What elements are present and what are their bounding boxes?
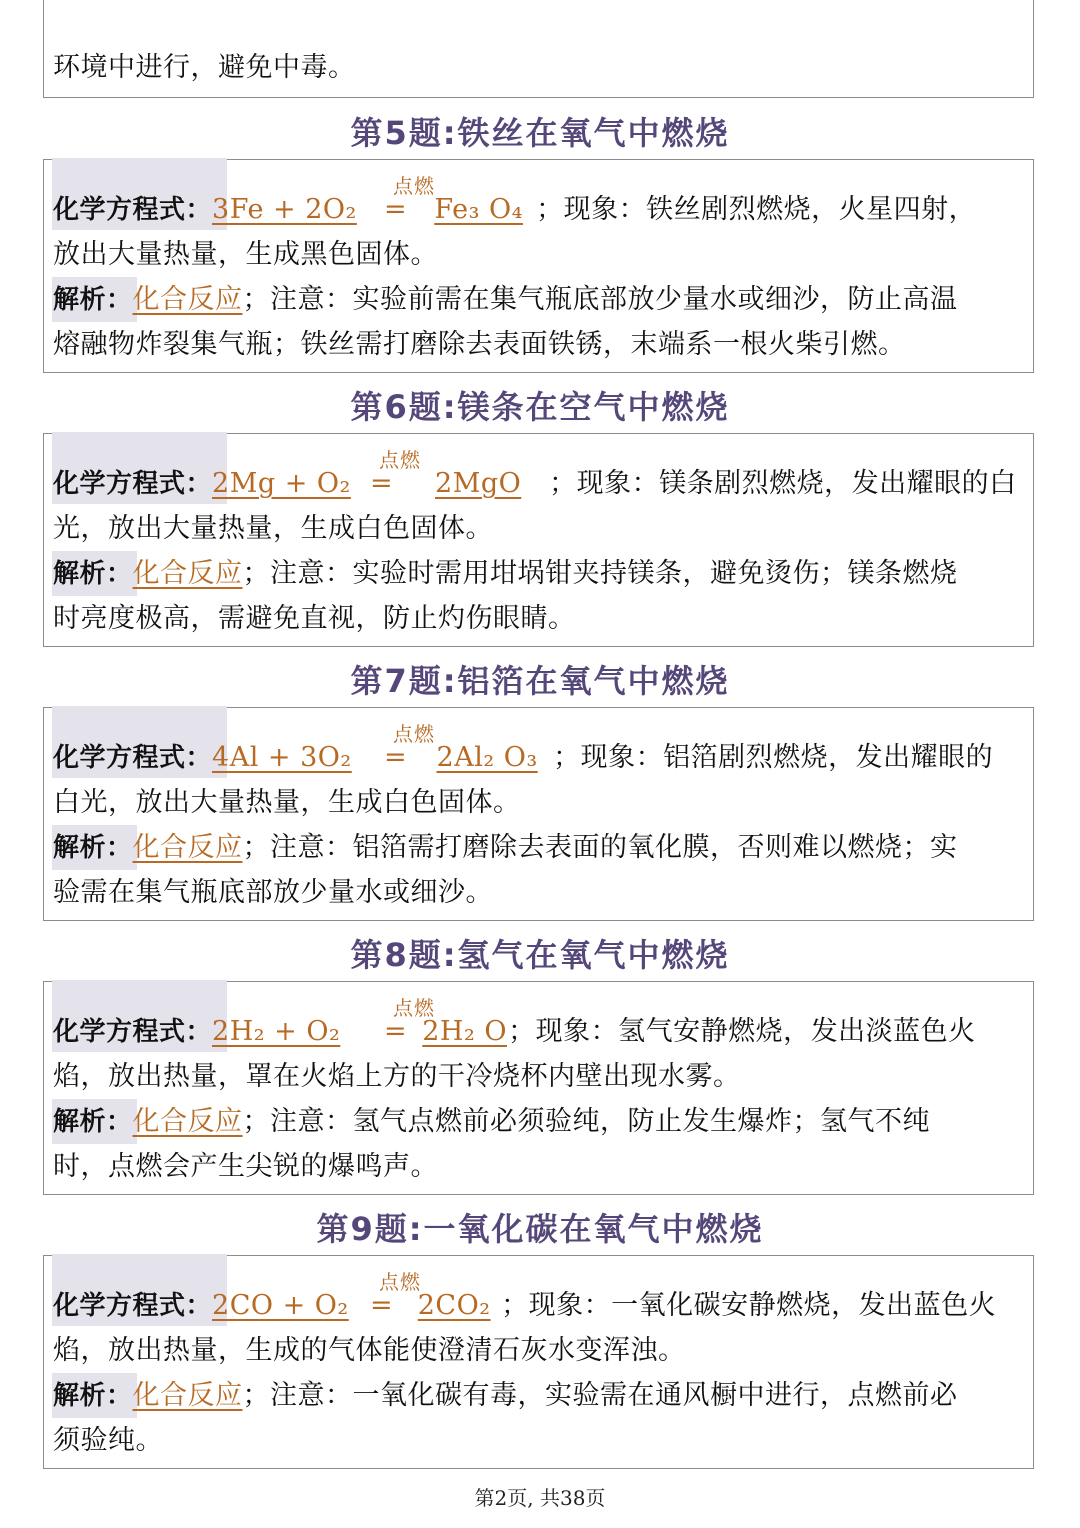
phenomenon-continuation: 焰，放出热量，生成的气体能使澄清石灰水变浑浊。 xyxy=(53,1335,686,1366)
section-title: 第9题:一氧化碳在氧气中燃烧 xyxy=(316,1210,764,1248)
analysis-line xyxy=(53,557,1027,591)
equation-label: 化学方程式： xyxy=(53,1017,213,1047)
phenomenon-text: ；现象：镁条剧烈燃烧，发出耀眼的白 xyxy=(549,468,1017,499)
equation-line xyxy=(53,467,1027,501)
analysis-label: 解析： xyxy=(53,1381,133,1411)
note-continuation: 验需在集气瓶底部放少量水或细沙。 xyxy=(53,877,493,908)
reaction-type: 化合反应 xyxy=(132,832,243,863)
previous-section-tail: 环境中进行，避免中毒。 xyxy=(53,52,356,83)
note-text: ；注意：一氧化碳有毒，实验需在通风橱中进行，点燃前必 xyxy=(242,1380,958,1411)
page-number: 第2页, 共38页 xyxy=(474,1486,606,1510)
phenomenon-text: ；现象：氢气安静燃烧，发出淡蓝色火 xyxy=(508,1016,976,1047)
products: Fe₃ O₄ xyxy=(434,194,523,225)
phenomenon-continuation: 白光，放出大量热量，生成白色固体。 xyxy=(53,787,521,818)
reactants: 4Al + 3O₂ xyxy=(212,742,352,773)
note-text: ；注意：氢气点燃前必须验纯，防止发生爆炸；氢气不纯 xyxy=(242,1106,931,1137)
section-box xyxy=(43,159,1034,373)
reaction-condition: 点燃 xyxy=(393,174,435,198)
products: 2Al₂ O₃ xyxy=(436,742,538,773)
equation-label: 化学方程式： xyxy=(53,1291,213,1321)
reaction-condition: 点燃 xyxy=(393,722,435,746)
phenomenon-text: ；现象：一氧化碳安静燃烧，发出蓝色火 xyxy=(501,1290,997,1321)
analysis-line xyxy=(53,1379,1027,1413)
equals-sign: = xyxy=(370,468,394,499)
reaction-condition: 点燃 xyxy=(379,448,421,472)
phenomenon-text: ；现象：铝箔剧烈燃烧，发出耀眼的 xyxy=(553,742,994,773)
reaction-condition: 点燃 xyxy=(393,996,435,1020)
section-box xyxy=(43,433,1034,647)
equation-line xyxy=(53,193,1027,227)
section-box xyxy=(43,1255,1034,1469)
phenomenon-continuation: 光，放出大量热量，生成白色固体。 xyxy=(53,513,493,544)
section-box xyxy=(43,981,1034,1195)
reactants: 2CO + O₂ xyxy=(212,1290,349,1321)
equation-line xyxy=(53,741,1027,775)
equation-label: 化学方程式： xyxy=(53,195,213,225)
section-title: 第7题:铝箔在氧气中燃烧 xyxy=(350,662,730,700)
equals-sign: = xyxy=(370,1290,394,1321)
analysis-label: 解析： xyxy=(53,1107,133,1137)
equation-label: 化学方程式： xyxy=(53,469,213,499)
previous-section-box xyxy=(43,0,1034,98)
note-continuation: 熔融物炸裂集气瓶；铁丝需打磨除去表面铁锈，末端系一根火柴引燃。 xyxy=(53,329,906,360)
analysis-line xyxy=(53,1105,1027,1139)
section-title: 第8题:氢气在氧气中燃烧 xyxy=(350,936,730,974)
analysis-line xyxy=(53,831,1027,865)
equals-sign: = xyxy=(384,1016,408,1047)
note-continuation: 时亮度极高，需避免直视，防止灼伤眼睛。 xyxy=(53,603,576,634)
equals-sign: = xyxy=(384,742,408,773)
reaction-type: 化合反应 xyxy=(132,284,243,315)
note-text: ；注意：实验时需用坩埚钳夹持镁条，避免烫伤；镁条燃烧 xyxy=(242,558,958,589)
reaction-type: 化合反应 xyxy=(132,1380,243,1411)
reaction-type: 化合反应 xyxy=(132,558,243,589)
section-title: 第5题:铁丝在氧气中燃烧 xyxy=(350,114,730,152)
phenomenon-continuation: 焰，放出热量，罩在火焰上方的干冷烧杯内壁出现水雾。 xyxy=(53,1061,741,1092)
products: 2H₂ O xyxy=(422,1016,508,1047)
equation-label: 化学方程式： xyxy=(53,743,213,773)
reaction-condition: 点燃 xyxy=(379,1270,421,1294)
equation-line xyxy=(53,1015,1027,1049)
reactants: 3Fe + 2O₂ xyxy=(212,194,357,225)
products: 2CO₂ xyxy=(417,1290,491,1321)
note-continuation: 时，点燃会产生尖锐的爆鸣声。 xyxy=(53,1151,438,1182)
reactants: 2H₂ + O₂ xyxy=(212,1016,341,1047)
analysis-label: 解析： xyxy=(53,833,133,863)
note-text: ；注意：实验前需在集气瓶底部放少量水或细沙，防止高温 xyxy=(242,284,958,315)
products: 2MgO xyxy=(435,468,522,499)
analysis-label: 解析： xyxy=(53,559,133,589)
analysis-label: 解析： xyxy=(53,285,133,315)
section-box xyxy=(43,707,1034,921)
phenomenon-continuation: 放出大量热量，生成黑色固体。 xyxy=(53,239,438,270)
note-text: ；注意：铝箔需打磨除去表面的氧化膜，否则难以燃烧；实 xyxy=(242,832,958,863)
reactants: 2Mg + O₂ xyxy=(212,468,351,499)
reaction-type: 化合反应 xyxy=(132,1106,243,1137)
analysis-line xyxy=(53,283,1027,317)
section-title: 第6题:镁条在空气中燃烧 xyxy=(350,388,730,426)
equation-line xyxy=(53,1289,1027,1323)
equals-sign: = xyxy=(384,194,408,225)
note-continuation: 须验纯。 xyxy=(53,1425,163,1456)
phenomenon-text: ；现象：铁丝剧烈燃烧，火星四射， xyxy=(536,194,977,225)
